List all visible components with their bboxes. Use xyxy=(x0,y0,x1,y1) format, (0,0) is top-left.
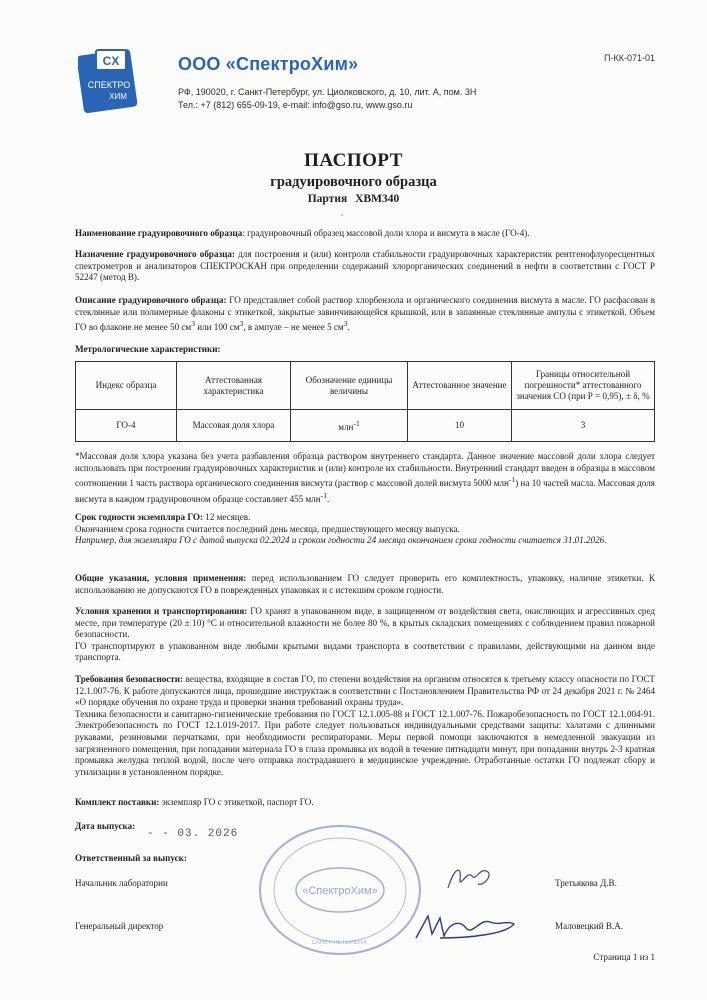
name-director: Маловецкий В.А. xyxy=(555,921,624,931)
table-cell: Массовая доля хлора xyxy=(177,410,291,442)
description-section: Описание градуировочного образца: ГО представляет собой раствор хлорбензола и органического соединения висмута в масле. ГО расфасован в стеклянные или полимерные флаконы с этикеткой, закрытые завинчивающейся крышкой, или в запаянные стеклянные ампулы с этикеткой. Объем ГО во флаконе не менее 50 $см^3$ или 100 $см^3$, в ампуле – не менее 5 $см^3$. xyxy=(75,295,655,333)
batch-line xyxy=(0,193,707,205)
purpose-label: Назначение градуировочного образца: xyxy=(75,249,235,259)
storage-section: Условия хранения и транспортирования: ГО хранят в упакованном виде, в защищенном от воздействия света, окисляющих и агрессивных сред месте, при температуре (20 ± 10) °С и относительной влажности не более 80 %, в крытых складских помещениях с соблюдением правил пожарной безопасности. ГО транспортируют в упакованном виде любыми крытыми видами транспорта в соответствии с правилами, действующими на данном виде транспорта. xyxy=(75,606,655,663)
company-address xyxy=(178,86,476,111)
table-cell: млн$^{-1}$ xyxy=(291,410,408,442)
address-line: РФ, 190020, г. Санкт-Петербург, ул. Циолковского, д. 10, лит. А, пом. 3Н xyxy=(178,87,477,97)
description-label: Описание градуировочного образца: xyxy=(75,295,227,305)
naming-label: Наименование градуировочного образца xyxy=(75,228,243,238)
table-cell: ГО-4 xyxy=(76,410,177,442)
contacts-line: Тел.: +7 (812) 655-09-19, e-mail: info@gso.ru, www.gso.ru xyxy=(178,99,413,110)
table-header: Аттестованная характеристика xyxy=(177,362,291,410)
seal-city-text: САНКТ-ПЕТЕРБУРГ xyxy=(311,940,369,946)
table-header: Обозначение единицы величины xyxy=(291,362,408,410)
table-cell: 10 xyxy=(408,410,512,442)
kit-section: Комплект поставки: экземпляр ГО с этикеткой, паспорт ГО. xyxy=(75,797,314,807)
table-header: Индекс образца xyxy=(76,362,177,410)
name-lab-head: Третьякова Д.В. xyxy=(555,878,617,888)
issue-date-stamp: - - 03. 2026 xyxy=(147,828,239,840)
document-code: П-КК-071-01 xyxy=(604,53,655,63)
shelf-life-section: Срок годности экземпляра ГО: 12 месяцев. Окончанием срока годности считается последний день месяца, предшествующего месяцу выпуска. Например, для экземпляра ГО с датой выпуска 02.2024 и сроком годности 24 месяца окончанием срока годности считается 31.01.2026. xyxy=(75,512,607,546)
role-director: Генеральный директор xyxy=(75,921,164,931)
purpose-section xyxy=(75,249,655,284)
batch-label: Партия xyxy=(307,193,348,205)
table-header: Аттестованное значение xyxy=(408,362,512,410)
responsible-label: Ответственный за выпуск: xyxy=(75,853,187,863)
role-lab-head: Начальник лаборатории xyxy=(75,878,168,888)
batch-value: ХВМ340 xyxy=(355,193,400,205)
table-header: Границы относительной погрешности* аттестованного значения СО (при Р = 0,95), ± δ, % xyxy=(512,362,655,410)
purpose-text: для построения и (или) контроля стабильности градуировочных характеристик рентгенофлуоресцентных спектрометров и анализаторов СПЕКТРОСКАН при определении содержаний хлорорганических соединений в нефти в соответствии с ГОСТ Р 52247 (метод В). xyxy=(75,249,655,283)
company-seal xyxy=(255,820,425,960)
company-logo xyxy=(78,46,144,116)
logo-text-2: ХИМ xyxy=(109,92,127,101)
metrology-heading: Метрологические характеристики: xyxy=(75,344,221,354)
signature-1 xyxy=(440,858,500,898)
seal-center-text: «СпектроХим» xyxy=(302,885,378,897)
naming-text: : градуировочный образец массовой доли хлора и висмута в масле (ГО-4). xyxy=(242,228,530,238)
company-name: ООО «СпектроХим» xyxy=(178,54,359,74)
table-footnote: *Массовая доля хлора указана без учета разбавления образца раствором внутреннего стандарта. Данное значение массовой доли хлора следует использовать при построении градуировочных характеристик и (или) контроле их стабильности. Внутренний стандарт введен в образцы в массовом соотношении 1 часть раствора органического соединения висмута (раствор с массовой долей висмута 5000 млн$^{-1}$) на 10 частей масла. Массовая доля висмута в каждом градуировочном образце составляет 455 млн$^{-1}$. xyxy=(75,451,655,504)
page-title: ПАСПОРТ xyxy=(304,150,403,171)
passport-page: П-КК-071-01 CX СПЕКТРО ХИМ ООО «СпектроХим» РФ, 190020, г. Санкт-Петербург, ул. Циолковского, д. 10, лит. А, пом. 3Н Тел.: +7 (812) 655-09-19, e-mail: info@gso.ru, www.gso.ru ПАСПОРТ градуировочного образца Партия ХВМ340 , Наименование градуировочного образца: градуировочный образец массовой доли хлора и висмута в масле (ГО-4). Назначение градуировочного образца: для построения и (или) контроля стабильности градуировочных характеристик рентгенофлуоресцентных спектрометров и анализаторов СПЕКТРОСКАН при определении содержаний хлорорганических соединений в нефти в соответствии с ГОСТ Р 52247 (метод В). Описание градуировочного образца: ГО представляет собой раствор хлорбензола и органического соединения висмута в масле. ГО расфасован в стеклянные или полимерные флаконы с этикеткой, закрытые завинчивающейся крышкой, или в запаянные стеклянные ампулы с этикеткой. Объем ГО во флаконе не менее 50 $см^3$ или 100 $см^3$, в ампуле – не менее 5 $см^3$. Метрологические характеристики: Индекс образца Аттестованная характеристика Обозначение единицы величины Аттестованное значение Границы относительной погрешности* аттестованного значения СО (при Р = 0,95), ± δ, % ГО-4 Массовая доля хлора млн$^{-1}$ 10 3 *Массовая доля хлора указана без учета разбавления образца раствором внутреннего стандарта. Данное значение массовой доли хлора следует использовать при построении градуировочных характеристик и (или) контроле их стабильности. Внутренний стандарт введен в образцы в массовом соотношении 1 часть раствора органического соединения висмута (раствор с массовой долей висмута 5000 млн$^{-1}$) на 10 частей масла. Массовая доля висмута в каждом градуировочном образце составляет 455 млн$^{-1}$. Срок годности экземпляра ГО: 12 месяцев. Окончанием срока годности считается последний день месяца, предшествующего месяцу выпуска. Например, для экземпляра ГО с датой выпуска 02.2024 и сроком годности 24 месяца окончанием срока годности считается 31.01.2026. Общие указания, условия применения: перед использованием ГО следует проверить его комплектность, упаковку, наличие этикетки. К использованию не допускаются ГО в поврежденных упаковках и с истекшим сроком годности. Условия хранения и транспортирования: ГО хранят в упакованном виде, в защищенном от воздействия света, окисляющих и агрессивных сред месте, при температуре (20 ± 10) °С и относительной влажности не более 80 %, в крытых складских помещениях с соблюдением правил пожарной безопасности. ГО транспортируют в упакованном виде любыми крытыми видами транспорта в соответствии с правилами, действующими на данном виде транспорта. Требования безопасности: вещества, входящие в состав ГО, по степени воздействия на организм относятся к третьему классу опасности по ГОСТ 12.1.007-76. К работе допускаются лица, прошедшие инструктаж в соответствии с Постановлением Правительства РФ от 24 декабря 2021 г. № 2464 «О порядке обучения по охране труда и проверки знания требований охраны труда». Техника безопасности и санитарно-гигиенические требования по ГОСТ 12.1.005-88 и ГОСТ 12.1.007-76. Пожаробезопасность по ГОСТ 12.1.004-91. Электробезопасность по ГОСТ 12.1.019-2017. При работе следует пользоваться индивидуальными средствами защиты: халатами с длинными рукавами, резиновыми перчатками, при необходимости респираторами. Меры первой помощи заключаются в немедленной эвакуации из загрязненного помещения, при попадании материала ГО в глаза промывка их водой в течение пятнадцати минут, при попадании внутрь 2-3 кратная промывка желудка теплой водой, после чего отправка пострадавшего в медицинское учреждение. Отработанные остатки ГО подлежат сбору и утилизации в установленном порядке. Комплект поставки: экземпляр ГО с этикеткой, паспорт ГО. Дата выпуска: - - 03. 2026 Ответственный за выпуск: «СпектроХим» САНКТ-ПЕТЕРБУРГ Начальник лаборатории Третьякова Д.В. Генеральный директор Маловецкий В.А. Страница 1 из 1 xyxy=(0,0,707,1000)
page-subtitle: градуировочного образца xyxy=(270,174,437,190)
shelf-life-example: Например, для экземпляра ГО с датой выпуска 02.2024 и сроком годности 24 месяца окончанием срока годности считается 31.01.2026. xyxy=(75,535,607,546)
table-row xyxy=(76,410,655,442)
logo-text-1: СПЕКТРО xyxy=(87,80,131,90)
table-header-row xyxy=(76,362,655,410)
safety-section: Требования безопасности: вещества, входящие в состав ГО, по степени воздействия на организм относятся к третьему классу опасности по ГОСТ 12.1.007-76. К работе допускаются лица, прошедшие инструктаж в соответствии с Постановлением Правительства РФ от 24 декабря 2021 г. № 2464 «О порядке обучения по охране труда и проверки знания требований охраны труда». Техника безопасности и санитарно-гигиенические требования по ГОСТ 12.1.005-88 и ГОСТ 12.1.007-76. Пожаробезопасность по ГОСТ 12.1.004-91. Электробезопасность по ГОСТ 12.1.019-2017. При работе следует пользоваться индивидуальными средствами защиты: халатами с длинными рукавами, резиновыми перчатками, при необходимости респираторами. Меры первой помощи заключаются в немедленной эвакуации из загрязненного помещения, при попадании материала ГО в глаза промывка их водой в течение пятнадцати минут, при попадании внутрь 2-3 кратная промывка желудка теплой водой, после чего отправка пострадавшего в медицинское учреждение. Отработанные остатки ГО подлежат сбору и утилизации в установленном порядке. xyxy=(75,674,655,777)
naming-section xyxy=(75,228,655,240)
table-cell: 3 xyxy=(512,410,655,442)
signature-2 xyxy=(410,908,520,948)
issue-date-label: Дата выпуска: xyxy=(75,821,136,831)
page-number: Страница 1 из 1 xyxy=(593,952,655,962)
general-section: Общие указания, условия применения: перед использованием ГО следует проверить его комплектность, упаковку, наличие этикетки. К использованию не допускаются ГО в поврежденных упаковках и с истекшим сроком годности. xyxy=(75,573,656,595)
logo-abbr: CX xyxy=(102,54,120,68)
metrology-table xyxy=(75,361,655,442)
